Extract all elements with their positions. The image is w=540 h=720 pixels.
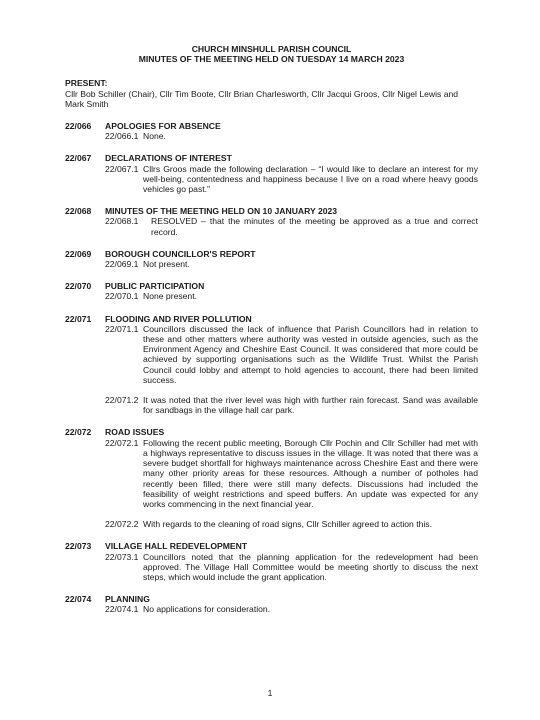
present-section (65, 78, 478, 109)
item-title: VILLAGE HALL REDEVELOPMENT (105, 541, 248, 552)
minute-item-069 (65, 249, 478, 269)
sub-text: Councillors noted that the planning application for the redevelopment had been approved. The Village Hall Committee would be meeting shortly to discuss the next steps, which would include the grant application. (143, 551, 478, 582)
item-title: DECLARATIONS OF INTEREST (105, 153, 232, 164)
minute-item-066 (65, 121, 478, 141)
sub-text: No applications for consideration. (143, 604, 271, 615)
item-number: 22/066 (65, 121, 92, 132)
minute-item-073 (65, 541, 478, 582)
sub-text: Cllrs Groos made the following declaration – “I would like to declare an interest for my well-being, contentedness and happiness because I live on a road where heavy goods vehicles go past.” (143, 163, 478, 195)
sub-number: 22/074.1 (105, 604, 139, 615)
document-header (65, 44, 478, 64)
item-number: 22/069 (65, 248, 92, 259)
minute-item-068 (65, 206, 478, 237)
item-title: ROAD ISSUES (105, 427, 165, 438)
minute-item-071 (65, 314, 478, 416)
sub-number: 22/067.1 (105, 163, 139, 174)
present-label: PRESENT: (65, 78, 108, 89)
meeting-title: MINUTES OF THE MEETING HELD ON TUESDAY 14 MARCH 2023 (138, 54, 405, 65)
sub-text: With regards to the cleaning of road signs, Cllr Schiller agreed to action this. (143, 519, 432, 530)
item-title: FLOODING AND RIVER POLLUTION (105, 313, 252, 324)
minute-item-072 (65, 427, 478, 529)
item-number: 22/071 (65, 313, 92, 324)
item-number: 22/073 (65, 541, 92, 552)
minute-item-074 (65, 594, 478, 614)
sub-text: Not present. (143, 259, 190, 270)
item-number: 22/072 (65, 427, 92, 438)
council-name: CHURCH MINSHULL PARISH COUNCIL (191, 44, 352, 54)
sub-number: 22/072.2 (105, 519, 139, 530)
item-number: 22/070 (65, 281, 92, 292)
sub-number: 22/071.2 (105, 395, 139, 406)
sub-text: None. (143, 131, 166, 142)
present-list: Cllr Bob Schiller (Chair), Cllr Tim Boote, Cllr Brian Charlesworth, Cllr Jacqui Groos, Cllr Nigel Lewis and Mark Smith (65, 88, 459, 109)
sub-text: None present. (143, 291, 197, 302)
sub-text: RESOLVED – that the minutes of the meeting be approved as a true and correct record. (151, 216, 478, 237)
sub-text: It was noted that the river level was high with further rain forecast. Sand was available for sandbags in the village hall car park. (143, 395, 478, 416)
sub-number: 22/073.1 (105, 551, 139, 562)
sub-number: 22/069.1 (105, 259, 139, 270)
sub-number: 22/071.1 (105, 323, 139, 334)
item-title: MINUTES OF THE MEETING HELD ON 10 JANUARY 2023 (105, 206, 338, 217)
sub-number: 22/068.1 (105, 216, 139, 227)
item-title: APOLOGIES FOR ABSENCE (105, 121, 221, 132)
page-number: 1 (267, 688, 273, 698)
item-number: 22/068 (65, 206, 92, 217)
sub-text: Following the recent public meeting, Borough Cllr Pochin and Cllr Schiller had met with a highways representative to discuss issues in the village. It was noted that there was a severe budget shortfall for highways maintenance across Cheshire East and there were many other priority areas for these resources. Although a number of potholes had recently been filled, there were still many defects. Discussions had included the feasibility of weight restrictions and speed buffers. An update was expected for any works commencing in the next financial year. (143, 437, 478, 509)
sub-text: Councillors discussed the lack of influence that Parish Councillors had in relation to these and other matters where authority was vested in outside agencies, such as the Environment Agency and Cheshire East Council. It was considered that more could be achieved by supporting organisations such as the Wildlife Trust. Whilst the Parish Council could lobby and attempt to hold agencies to account, there had been limited success. (143, 323, 478, 385)
item-title: PLANNING (105, 594, 150, 605)
item-number: 22/067 (65, 153, 92, 164)
minute-item-070 (65, 281, 478, 301)
item-title: BOROUGH COUNCILLOR'S REPORT (105, 248, 256, 259)
item-title: PUBLIC PARTICIPATION (105, 281, 205, 292)
minute-item-067 (65, 153, 478, 194)
item-number: 22/074 (65, 594, 92, 605)
sub-number: 22/072.1 (105, 437, 139, 448)
sub-number: 22/070.1 (105, 291, 139, 302)
sub-number: 22/066.1 (105, 131, 139, 142)
